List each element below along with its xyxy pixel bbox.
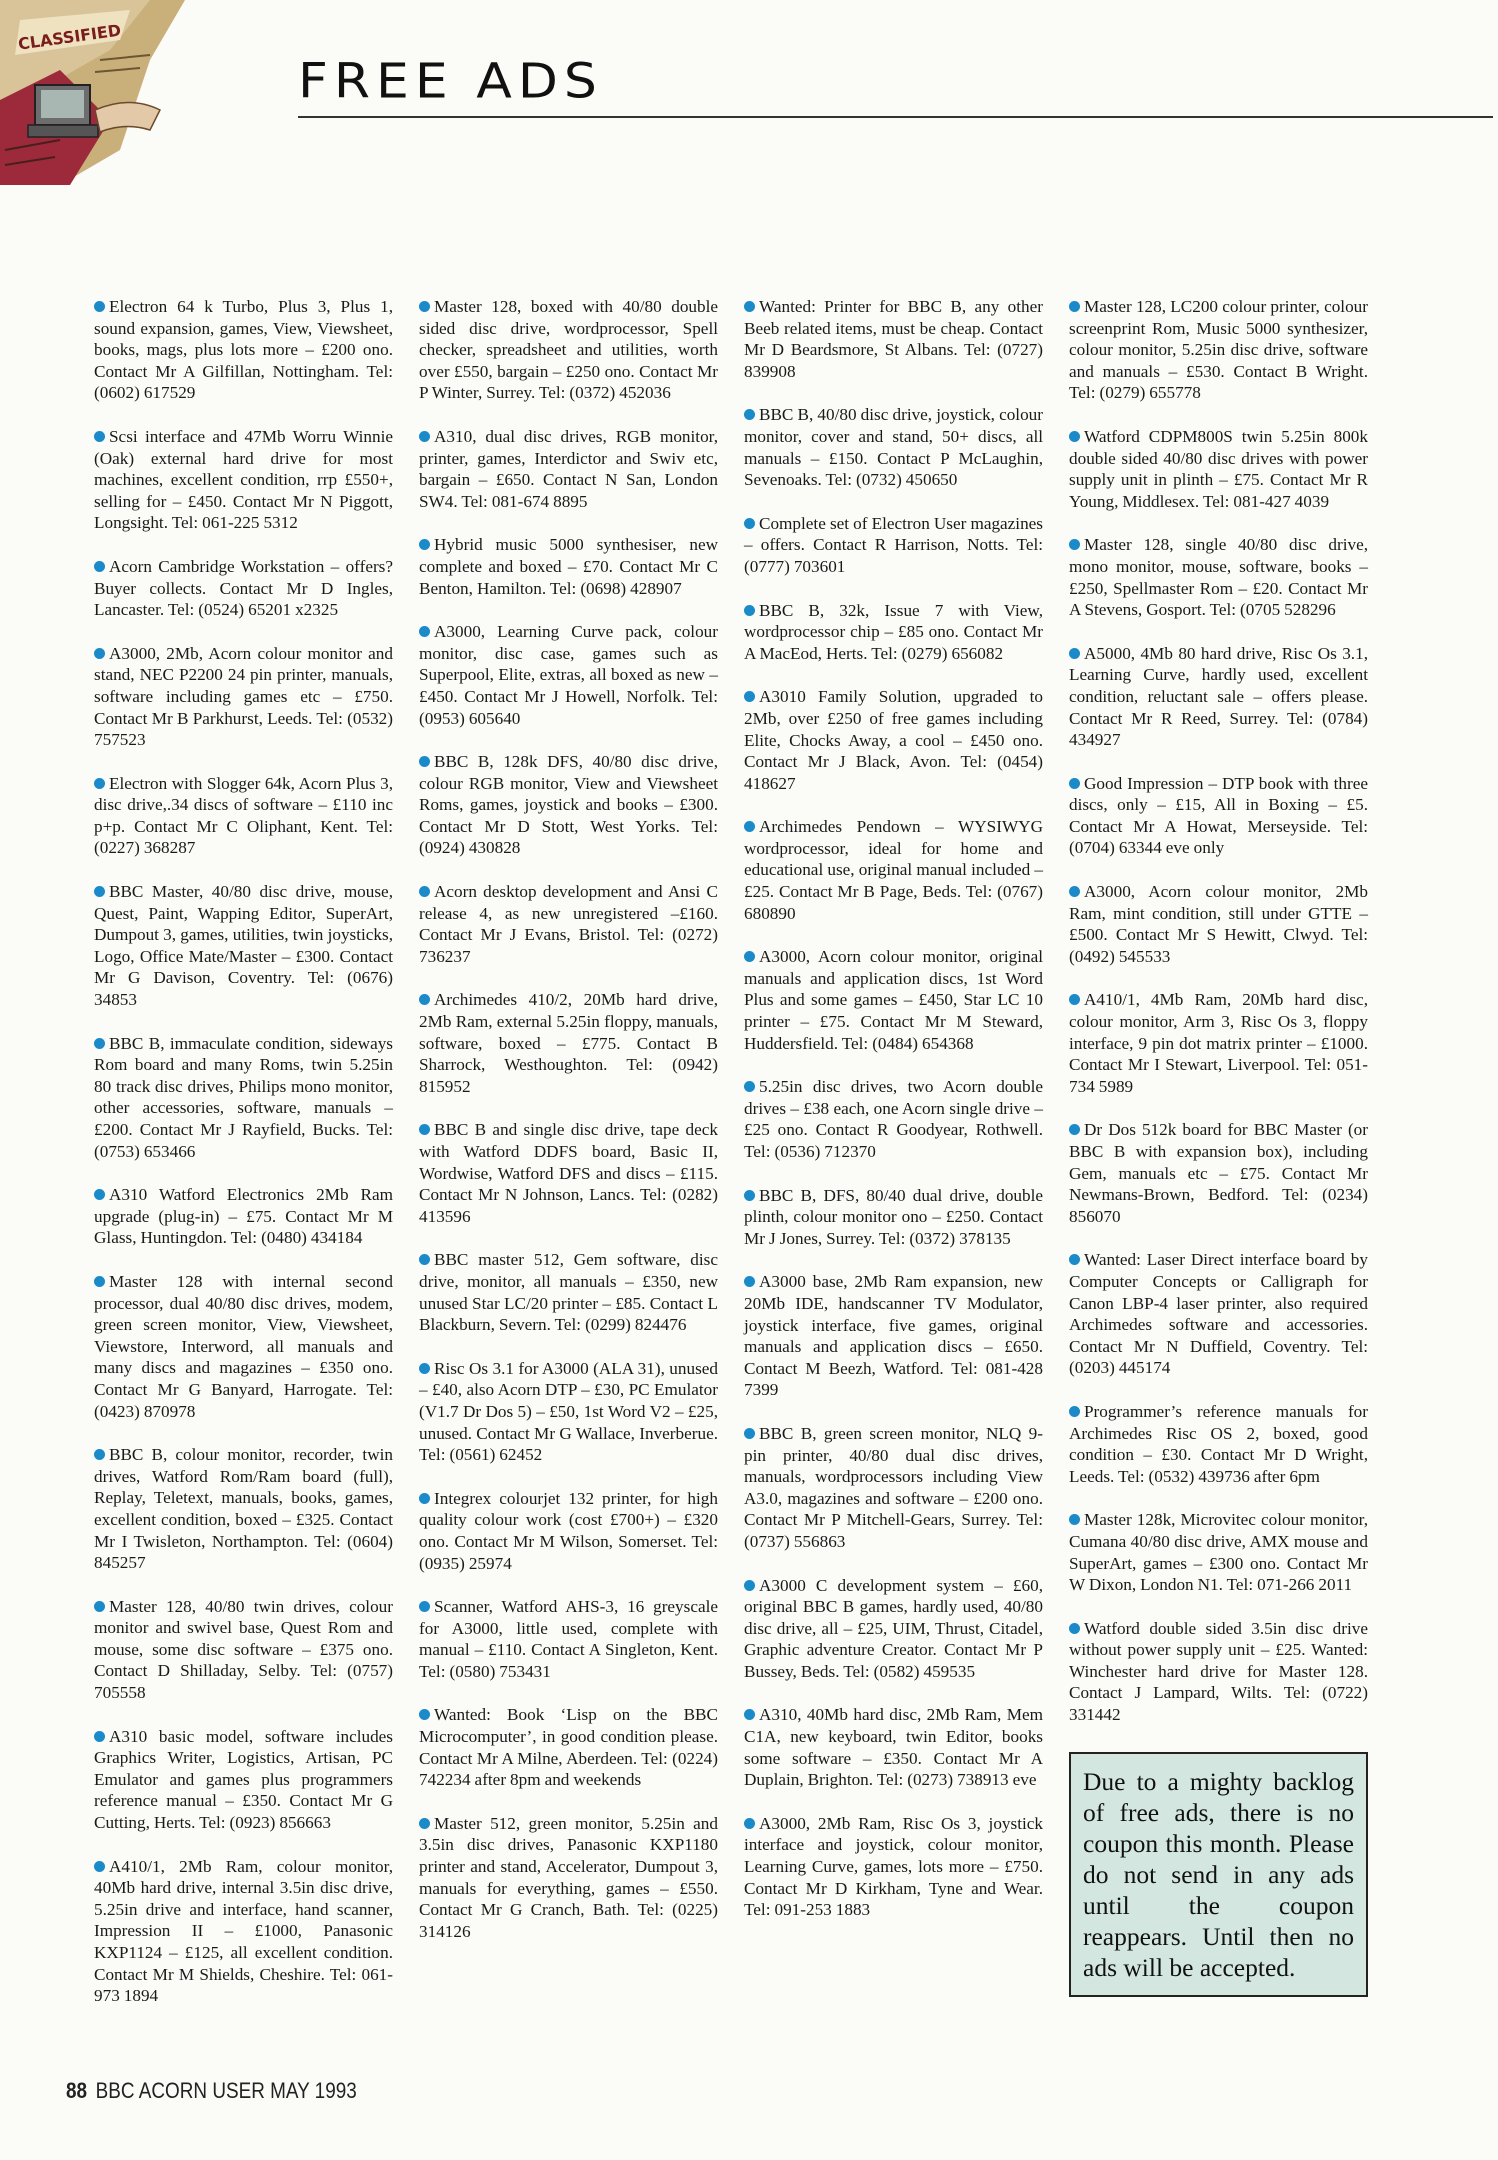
classified-ad (419, 296, 718, 404)
ad-text: BBC B and single disc drive, tape deck with Watford DDFS board, Basic II, Wordwise, Watford DFS and discs – £115. Contact Mr N Johnson, Lancs. Tel: (0282) 413596 (419, 1120, 718, 1226)
bullet-icon (94, 1276, 105, 1287)
ad-text: BBC master 512, Gem software, disc drive, monitor, all manuals – £350, new unused Star LC/20 printer – £85. Contact L Blackburn, Severn. Tel: (0299) 824476 (419, 1250, 718, 1335)
classified-corner-illustration (0, 0, 185, 185)
ad-text: Archimedes 410/2, 20Mb hard drive, 2Mb Ram, external 5.25in floppy, manuals, software, boxed – £775. Contact B Sharrock, Westhoughton. Tel: (0942) 815952 (419, 990, 718, 1096)
ad-text: Electron 64 k Turbo, Plus 3, Plus 1, sound expansion, games, View, Viewsheet, books, mags, plus lots more – £200 ono. Contact Mr A Gilfillan, Nottingham. Tel: (0602) 617529 (94, 297, 393, 403)
ad-text: A3000, Acorn colour monitor, original manuals and application discs, 1st Word Plus and some games – £450, Star LC 10 printer – £75. Contact Mr M Steward, Huddersfield. Tel: (0484) 654368 (744, 947, 1043, 1053)
classified-ad (744, 1813, 1043, 1921)
bullet-icon (744, 691, 755, 702)
ad-text: A3000, 2Mb Ram, Risc Os 3, joystick interface and joystick, colour monitor, Learning Curve, games, lots more – £750. Contact Mr D Kirkham, Tyne and Wear. Tel: 091-253 1883 (744, 1813, 1043, 1920)
ad-text: A3000, 2Mb, Acorn colour monitor and stand, NEC P2200 24 pin printer, manuals, software including games etc – £750. Contact Mr B Parkhurst, Leeds. Tel: (0532) 757523 (94, 643, 393, 750)
bullet-icon (94, 1601, 105, 1612)
bullet-icon (94, 1731, 105, 1742)
bullet-icon (419, 1493, 430, 1504)
classified-ad (1069, 1119, 1368, 1227)
classified-ad (1069, 534, 1368, 620)
classified-ad (1069, 1618, 1368, 1726)
classified-ad (1069, 643, 1368, 751)
bullet-icon (744, 1428, 755, 1439)
classified-ad (744, 513, 1043, 578)
classified-ad (744, 296, 1043, 382)
classified-ad (1069, 773, 1368, 859)
publication-line: BBC ACORN USER MAY 1993 (95, 2078, 357, 2103)
ads-columns (94, 296, 1368, 2029)
bullet-icon (94, 1449, 105, 1460)
classified-ad (1069, 1509, 1368, 1595)
ad-text: A310 basic model, software includes Graphics Writer, Logistics, Artisan, PC Emulator and games plus programmers reference manual – £350. Contact Mr G Cutting, Herts. Tel: (0923) 856663 (94, 1726, 393, 1833)
classified-ad (1069, 296, 1368, 404)
ad-text: Master 128, single 40/80 disc drive, mono monitor, mouse, software, books – £250, Spellmaster Rom – £20. Contact Mr A Stevens, Gosport. Tel: (0705 528296 (1069, 535, 1368, 620)
ad-text: BBC B, 40/80 disc drive, joystick, colour monitor, cover and stand, 50+ discs, all manuals – £150. Contact P McLaughin, Sevenoaks. Tel: (0732) 450650 (744, 405, 1043, 490)
classified-ad (1069, 1249, 1368, 1379)
ad-text: BBC B, immaculate condition, sideways Rom board and many Roms, twin 5.25in 80 track disc drives, Philips mono monitor, other accessories, software, manuals – £200. Contact Mr J Rayfield, Bucks. Tel: (0753) 653466 (94, 1033, 393, 1161)
bullet-icon (419, 994, 430, 1005)
ad-text: A3000 C development system – £60, original BBC B games, hardly used, 40/80 disc drive, all – £25, UIM, Thrust, Citadel, Graphic adventure Creator. Contact Mr P Bussey, Beds. Tel: (0582) 459535 (744, 1575, 1043, 1681)
bullet-icon (419, 1363, 430, 1374)
ad-text: Risc Os 3.1 for A3000 (ALA 31), unused – £40, also Acorn DTP – £30, PC Emulator (V1.7 Dr Dos 5) – £50, 1st Word V2 – £25, unused. Contact Mr G Wallace, Inverberue. Tel: (0561) 62452 (419, 1358, 718, 1465)
bullet-icon (744, 1818, 755, 1829)
ad-text: Dr Dos 512k board for BBC Master (or BBC B with expansion box), including Gem, manuals etc – £75. Contact Mr Newmans-Brown, Bedford. Tel: (0234) 856070 (1069, 1120, 1368, 1226)
classified-ad (744, 816, 1043, 924)
ad-text: Master 128 with internal second processor, dual 40/80 disc drives, modem, green screen monitor, View, Viewsheet, Viewstore, Interword, all manuals and many discs and magazines – £350 ono. Contact Mr G Banyard, Harrogate. Tel: (0423) 870978 (94, 1271, 393, 1421)
ads-column-1 (94, 296, 393, 2029)
bullet-icon (1069, 994, 1080, 1005)
bullet-icon (419, 1818, 430, 1829)
classified-ad (419, 1358, 718, 1466)
ad-text: A3000 base, 2Mb Ram expansion, new 20Mb IDE, handscanner TV Modulator, joystick interface, five games, original manuals and application discs – £650. Contact M Beezh, Watford. Tel: 081-428 7399 (744, 1272, 1043, 1400)
ad-text: BBC B, colour monitor, recorder, twin drives, Watford Rom/Ram board (full), Replay, Teletext, manuals, books, games, excellent condition, boxed – £325. Contact Mr I Twisleton, Northampton. Tel: (0604) 845257 (94, 1445, 393, 1573)
bullet-icon (419, 1709, 430, 1720)
ad-text: Master 128, 40/80 twin drives, colour monitor and swivel base, Quest Rom and mouse, some disc software – £375 ono. Contact D Shilladay, Selby. Tel: (0757) 705558 (94, 1596, 393, 1703)
bullet-icon (94, 561, 105, 572)
ad-text: A310 Watford Electronics 2Mb Ram upgrade (plug-in) – £75. Contact Mr M Glass, Huntingdon. Tel: (0480) 434184 (94, 1185, 393, 1248)
classified-ad (94, 881, 393, 1011)
ad-text: BBC B, 32k, Issue 7 with View, wordprocessor chip – £85 ono. Contact Mr A MacEod, Herts. Tel: (0279) 656082 (744, 600, 1043, 663)
bullet-icon (744, 821, 755, 832)
bullet-icon (1069, 778, 1080, 789)
classified-ad (94, 1596, 393, 1704)
page-number: 88 (66, 2078, 88, 2103)
bullet-icon (94, 886, 105, 897)
bullet-icon (744, 1276, 755, 1287)
bullet-icon (419, 539, 430, 550)
ad-text: Good Impression – DTP book with three discs, only – £15, All in Boxing – £5. Contact Mr A Howat, Merseyside. Tel: (0704) 63344 eve only (1069, 773, 1368, 858)
bullet-icon (419, 1124, 430, 1135)
bullet-icon (744, 1081, 755, 1092)
bullet-icon (1069, 648, 1080, 659)
bullet-icon (419, 886, 430, 897)
ad-text: Hybrid music 5000 synthesiser, new complete and boxed – £70. Contact Mr C Benton, Hamilton. Tel: (0698) 428907 (419, 535, 718, 598)
classified-ad (419, 1596, 718, 1682)
classified-ad (94, 1184, 393, 1249)
classified-ad (94, 1271, 393, 1422)
classified-ad (1069, 1401, 1368, 1487)
ad-text: A3000, Learning Curve pack, colour monitor, disc case, games such as Superpool, Elite, extras, all boxed as new – £450. Contact Mr J Howell, Norfolk. Tel: (0953) 605640 (419, 622, 718, 728)
bullet-icon (744, 1190, 755, 1201)
coupon-notice-box: Due to a mighty backlog of free ads, there is no coupon this month. Please do not send in any ads until the coupon reappears. Until then no ads will be accepted. (1069, 1752, 1368, 1997)
bullet-icon (419, 431, 430, 442)
ad-text: Master 512, green monitor, 5.25in and 3.5in disc drives, Panasonic KXP1180 printer and stand, Accelerator, Dumpout 3, manuals for everything, games – £550. Contact Mr G Cranch, Bath. Tel: (0225) 314126 (419, 1813, 718, 1941)
classified-ad (419, 534, 718, 599)
ad-text: Wanted: Laser Direct interface board by Computer Concepts or Calligraph for Canon LBP-4 laser printer, also required Archimedes software and accessories. Contact Mr N Duffield, Coventry. Tel: (0203) 445174 (1069, 1250, 1368, 1378)
bullet-icon (94, 301, 105, 312)
ad-text: A3000, Acorn colour monitor, 2Mb Ram, mint condition, still under GTTE – £500. Contact Mr S Hewitt, Clwyd. Tel: (0492) 545533 (1069, 882, 1368, 966)
bullet-icon (744, 951, 755, 962)
classified-ad (744, 1575, 1043, 1683)
classified-ad (419, 621, 718, 729)
bullet-icon (419, 1601, 430, 1612)
classified-ad (744, 1185, 1043, 1250)
ad-text: A5000, 4Mb 80 hard drive, Risc Os 3.1, Learning Curve, hardly used, excellent condition, reluctant sale – offers please. Contact Mr R Reed, Surrey. Tel: (0784) 434927 (1069, 643, 1368, 750)
classified-ad (744, 1423, 1043, 1553)
bullet-icon (744, 1580, 755, 1591)
bullet-icon (1069, 1406, 1080, 1417)
classified-ad (1069, 989, 1368, 1097)
ad-text: Scsi interface and 47Mb Worru Winnie (Oak) external hard drive for most machines, excellent condition, rrp £550+, selling for – £450. Contact Mr N Piggott, Longsight. Tel: 061-225 5312 (94, 426, 393, 533)
classified-ad (419, 989, 718, 1097)
bullet-icon (1069, 1124, 1080, 1135)
ad-text: BBC B, 128k DFS, 40/80 disc drive, colour RGB monitor, View and Viewsheet Roms, games, joystick and books – £300. Contact Mr D Stott, West Yorks. Tel: (0924) 430828 (419, 752, 718, 858)
ad-text: Acorn Cambridge Workstation – offers? Buyer collects. Contact Mr D Ingles, Lancaster. Tel: (0524) 65201 x2325 (94, 556, 393, 620)
page-footer (66, 2078, 357, 2104)
title-rule (298, 116, 1493, 118)
classified-ad (419, 1813, 718, 1943)
classified-ad (744, 1076, 1043, 1162)
classified-ad (744, 686, 1043, 794)
ad-text: Archimedes Pendown – WYSIWYG wordprocessor, ideal for home and educational use, original manual included – £25. Contact Mr B Page, Beds. Tel: (0767) 680890 (744, 817, 1043, 923)
bullet-icon (419, 756, 430, 767)
ad-text: A3010 Family Solution, upgraded to 2Mb, over £250 of free games including Elite, Chocks Away, a cool – £450 ono. Contact Mr J Black, Avon. Tel: (0454) 418627 (744, 687, 1043, 793)
bullet-icon (94, 431, 105, 442)
classified-ad (419, 1704, 718, 1790)
bullet-icon (1069, 1254, 1080, 1265)
ad-text: Master 128k, Microvitec colour monitor, Cumana 40/80 disc drive, AMX mouse and SuperArt, games – £300 ono. Contact Mr W Dixon, London N1. Tel: 071-266 2011 (1069, 1510, 1368, 1595)
bullet-icon (94, 648, 105, 659)
classified-ad (419, 1488, 718, 1574)
bullet-icon (744, 605, 755, 616)
ad-text: Wanted: Book ‘Lisp on the BBC Microcomputer’, in good condition please. Contact Mr A Milne, Aberdeen. Tel: (0224) 742234 after 8pm and weekends (419, 1705, 718, 1790)
classified-ad (419, 1249, 718, 1335)
ad-text: Master 128, LC200 colour printer, colour screenprint Rom, Music 5000 synthesizer, colour monitor, 5.25in disc drive, software and manuals – £530. Contact B Wright. Tel: (0279) 655778 (1069, 297, 1368, 403)
bullet-icon (94, 1038, 105, 1049)
classified-ad (1069, 426, 1368, 512)
bullet-icon (94, 1189, 105, 1200)
classified-ad (744, 404, 1043, 490)
bullet-icon (94, 778, 105, 789)
page-title: FREE ADS (298, 54, 603, 110)
bullet-icon (1069, 1514, 1080, 1525)
classified-ad (744, 1271, 1043, 1401)
bullet-icon (1069, 431, 1080, 442)
ads-column-4 (1069, 296, 1368, 2029)
ad-text: A310, dual disc drives, RGB monitor, printer, games, Interdictor and Swiv etc, bargain – £650. Contact N San, London SW4. Tel: 081-674 8895 (419, 426, 718, 511)
ad-text: A410/1, 2Mb Ram, colour monitor, 40Mb hard drive, internal 3.5in disc drive, 5.25in drive and interface, hand scanner, Impression II – £1000, Panasonic KXP1124 – £125, all excellent condition. Contact Mr M Shields, Cheshire. Tel: 061-973 1894 (94, 1856, 393, 2006)
classified-ad (419, 881, 718, 967)
ad-text: Integrex colourjet 132 printer, for high quality colour work (cost £700+) – £320 ono. Contact Mr M Wilson, Somerset. Tel: (0935) 25974 (419, 1488, 718, 1573)
classified-ad (419, 1119, 718, 1227)
ad-text: BBC B, DFS, 80/40 dual drive, double plinth, colour monitor ono – £250. Contact Mr J Jones, Surrey. Tel: (0372) 378135 (744, 1185, 1043, 1248)
bullet-icon (1069, 301, 1080, 312)
bullet-icon (744, 409, 755, 420)
classified-ad (1069, 881, 1368, 967)
classified-ad (744, 600, 1043, 665)
ads-column-2 (419, 296, 718, 2029)
ad-text: Acorn desktop development and Ansi C release 4, as new unregistered –£160. Contact Mr J Evans, Bristol. Tel: (0272) 736237 (419, 882, 718, 966)
classified-ad (94, 1444, 393, 1574)
classified-ad (94, 1033, 393, 1163)
ad-text: Watford CDPM800S twin 5.25in 800k double sided 40/80 disc drives with power supply unit in plinth – £75. Contact Mr R Young, Middlesex. Tel: 081-427 4039 (1069, 426, 1368, 511)
classified-ad (744, 1704, 1043, 1790)
ad-text: 5.25in disc drives, two Acorn double drives – £38 each, one Acorn single drive – £25 ono. Contact R Goodyear, Rothwell. Tel: (0536) 712370 (744, 1077, 1043, 1161)
ad-text: BBC B, green screen monitor, NLQ 9-pin printer, 40/80 dual disc drives, manuals, wordprocessors including View A3.0, magazines and software – £200 ono. Contact Mr P Mitchell-Gears, Surrey. Tel: (0737) 556863 (744, 1423, 1043, 1551)
ad-text: A410/1, 4Mb Ram, 20Mb hard disc, colour monitor, Arm 3, Risc Os 3, floppy interface, 9 pin dot matrix printer – £1000. Contact Mr I Stewart, Liverpool. Tel: 051-734 5989 (1069, 990, 1368, 1096)
ad-text: Master 128, boxed with 40/80 double sided disc drive, wordprocessor, Spell checker, spreadsheet and utilities, worth over £550, bargain – £250 ono. Contact Mr P Winter, Surrey. Tel: (0372) 452036 (419, 297, 718, 403)
ads-column-3 (744, 296, 1043, 2029)
ad-text: BBC Master, 40/80 disc drive, mouse, Quest, Paint, Wapping Editor, SuperArt, Dumpout 3, games, utilities, twin joysticks, Logo, Office Mate/Master – £300. Contact Mr G Davison, Coventry. Tel: (0676) 34853 (94, 882, 393, 1010)
classified-ad (419, 751, 718, 859)
ad-text: Watford double sided 3.5in disc drive without power supply unit – £25. Wanted: Winchester hard drive for Master 128. Contact J Lampard, Wilts. Tel: (0722) 331442 (1069, 1618, 1368, 1725)
bullet-icon (419, 301, 430, 312)
classified-ad (94, 1856, 393, 2007)
ad-text: Scanner, Watford AHS-3, 16 greyscale for A3000, little used, complete with manual – £110. Contact A Singleton, Kent. Tel: (0580) 753431 (419, 1597, 718, 1681)
bullet-icon (744, 518, 755, 529)
bullet-icon (1069, 1623, 1080, 1634)
bullet-icon (94, 1861, 105, 1872)
classified-ad (94, 556, 393, 621)
classified-ad (419, 426, 718, 512)
ad-text: Wanted: Printer for BBC B, any other Beeb related items, must be cheap. Contact Mr D Beardsmore, St Albans. Tel: (0727) 839908 (744, 297, 1043, 381)
classified-ad (744, 946, 1043, 1054)
ad-text: Electron with Slogger 64k, Acorn Plus 3, disc drive,.34 discs of software – £110 inc p+p. Contact Mr C Oliphant, Kent. Tel: (0227) 368287 (94, 773, 393, 858)
bullet-icon (419, 626, 430, 637)
classified-ad (94, 426, 393, 534)
bullet-icon (1069, 886, 1080, 897)
ad-text: Complete set of Electron User magazines – offers. Contact R Harrison, Notts. Tel: (0777) 703601 (744, 513, 1043, 576)
ad-text: Programmer’s reference manuals for Archimedes Risc OS 2, boxed, good condition – £30. Contact Mr D Wright, Leeds. Tel: (0532) 439736 after 6pm (1069, 1401, 1368, 1486)
ad-text: A310, 40Mb hard disc, 2Mb Ram, Mem C1A, new keyboard, twin Editor, books some software – £350. Contact Mr A Duplain, Brighton. Tel: (0273) 738913 eve (744, 1705, 1043, 1790)
bullet-icon (744, 301, 755, 312)
classified-ad (94, 643, 393, 751)
bullet-icon (419, 1254, 430, 1265)
bullet-icon (744, 1709, 755, 1720)
classified-ad (94, 296, 393, 404)
classified-ad (94, 1726, 393, 1834)
bullet-icon (1069, 539, 1080, 550)
classified-stamp-text: CLASSIFIED (16, 20, 123, 54)
classified-ad (94, 773, 393, 859)
